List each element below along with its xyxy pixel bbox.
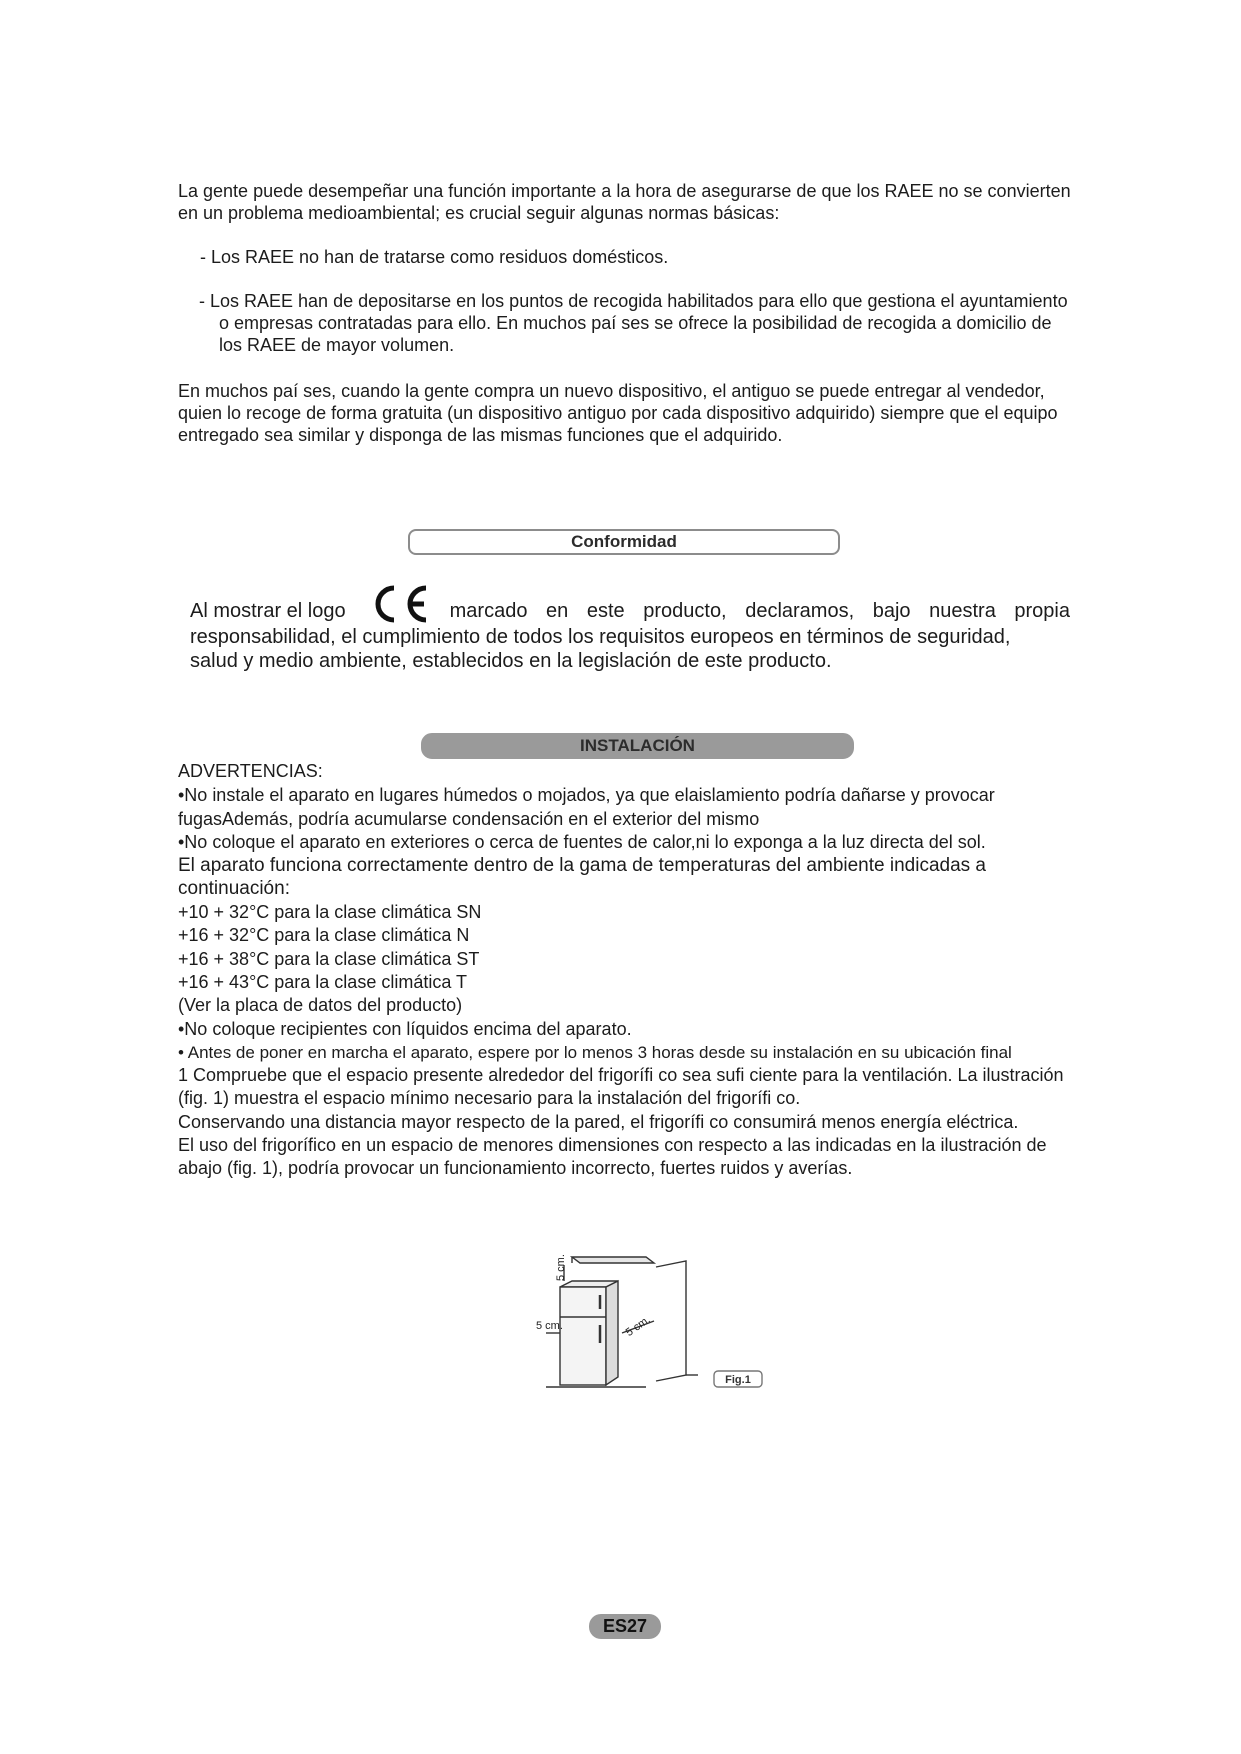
climate-class-st: +16 + 38°C para la clase climática ST [178,949,480,969]
raee-closing-paragraph: En muchos paí ses, cuando la gente compra un nuevo dispositivo, el antiguo se puede entregar al vendedor, quien lo recoge de forma gratuita (un dispositivo antiguo por cada dispositivo adquirido) siempre que el equipo entregado sea similar y disponga de las mismas funciones que el adquirido. [178,381,1058,445]
instalacion-section [178,760,1083,1180]
warning-outdoors: •No coloque el aparato en exteriores o cerca de fuentes de calor,ni lo exponga a la luz directa del sol. [178,832,986,852]
data-plate-note: (Ver la placa de datos del producto) [178,995,463,1015]
temperature-intro: El aparato funciona correctamente dentro de la gama de temperaturas del ambiente indicadas a continuación: [178,855,986,899]
raee-intro-paragraph: La gente puede desempeñar una función importante a la hora de asegurarse de que los RAEE no se convierten en un problema medioambiental; es crucial seguir algunas normas básicas: [178,181,1071,223]
energy-paragraph: Conservando una distancia mayor respecto de la pared, el frigorífi co consumirá menos energía eléctrica. [178,1112,1019,1132]
climate-class-n: +16 + 32°C para la clase climática N [178,925,470,945]
fig-wall [656,1261,686,1381]
warning-liquids: •No coloque recipientes con líquidos encima del aparato. [178,1019,632,1039]
conformidad-paragraph [190,597,1070,673]
fig-back-gap-label: 5 cm. [623,1313,653,1339]
figure-fridge-clearance [536,1247,776,1407]
ce-mark-icon [368,582,432,626]
warning-wait-hours: • Antes de poner en marcha el aparato, espere por lo menos 3 horas desde su instalación en su ubicación final [178,1043,1012,1062]
conformidad-line-2: responsabilidad, el cumplimiento de todos los requisitos europeos en términos de seguridad, [190,626,1011,648]
fig-side-gap-label: 5 cm. [536,1320,563,1332]
instalacion-title: INSTALACIÓN [421,733,854,759]
raee-bullet-2: - Los RAEE han de depositarse en los puntos de recogida habilitados para ello que gestiona el ayuntamiento o empresas contratadas para ello. En muchos paí ses se ofrece la posibilidad de recogida a domicilio de los RAEE de mayor volumen. [199,291,1068,355]
raee-bullet-1: - Los RAEE no han de tratarse como residuos domésticos. [200,247,669,267]
climate-class-t: +16 + 43°C para la clase climática T [178,972,468,992]
conformidad-title: Conformidad [408,529,840,555]
small-space-warning: El uso del frigorífico en un espacio de menores dimensiones con respecto a las indicadas en la ilustración de abajo (fig. 1), podría provocar un funcionamiento incorrecto, fuertes ruidos y averías. [178,1135,1047,1178]
conformidad-lead: Al mostrar el logo [190,599,346,622]
fig-label: Fig.1 [725,1374,751,1386]
conformidad-rest: marcado en este producto, declaramos, bajo nuestra propia [449,599,1070,622]
warning-humidity: •No instale el aparato en lugares húmedos o mojados, ya que elaislamiento podría dañarse y provocar fugasAdemás, podría acumularse condensación en el exterior del mismo [178,785,995,829]
advertencias-heading: ADVERTENCIAS: [178,761,323,781]
raee-section [178,180,1078,446]
climate-class-sn: +10 + 32°C para la clase climática SN [178,902,482,922]
fig-ceiling-shelf [572,1257,654,1263]
conformidad-line-3: salud y medio ambiente, establecidos en la legislación de este producto. [190,650,832,672]
page-number: ES27 [589,1614,661,1639]
space-check-paragraph: 1 Compruebe que el espacio presente alrededor del frigorífi co sea sufi ciente para la ventilación. La ilustración (fig. 1) muestra el espacio mínimo necesario para la instalación del frigorífi co. [178,1065,1064,1108]
fig-top-gap-label: 5 cm. [555,1254,567,1281]
